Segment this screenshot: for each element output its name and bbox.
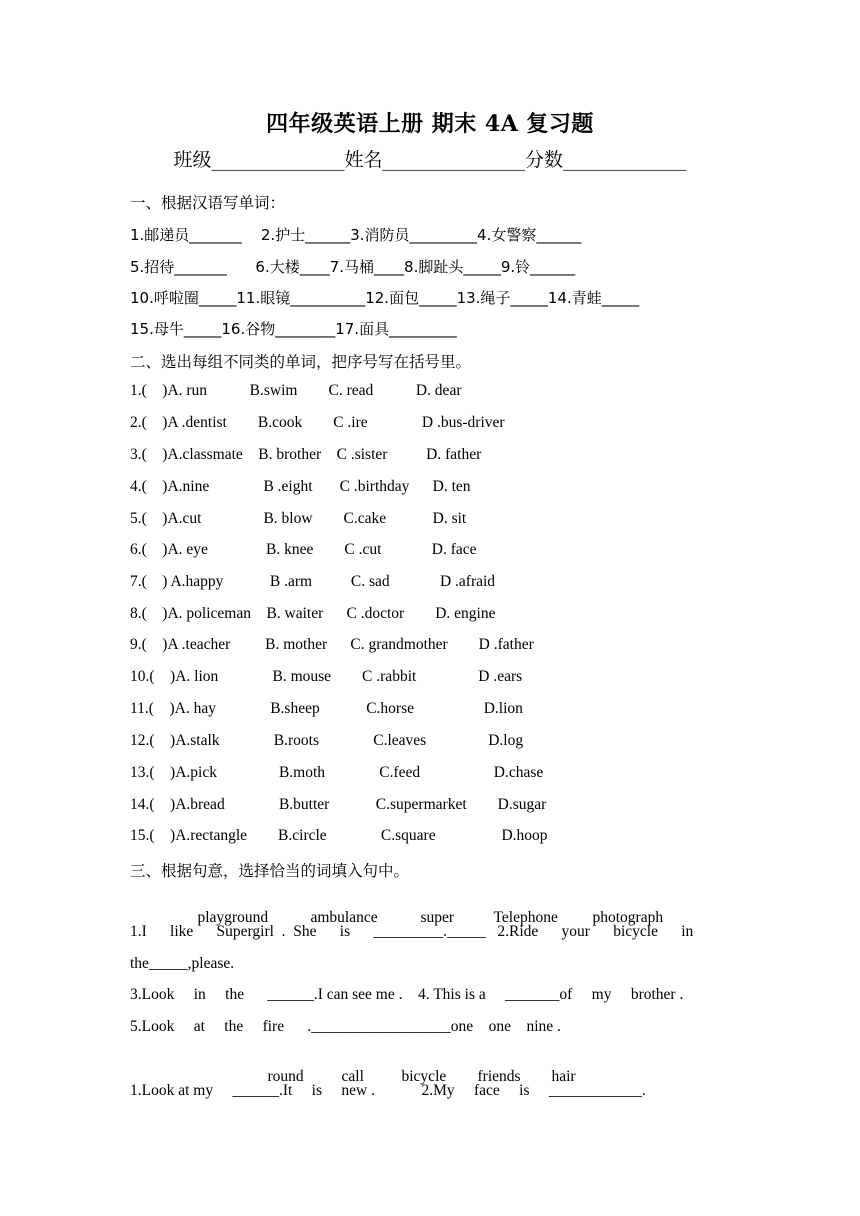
section2-item: 14.( )A.bread B.butter C.supermarket D.sugar: [130, 796, 547, 813]
student-info-line: 班级______________姓名_______________分数_____________: [173, 149, 687, 171]
section3-heading: 三、根据句意，选择恰当的词填入句中。: [130, 862, 410, 880]
section3-line: the_____,please.: [130, 955, 235, 972]
page-title: 四年级英语上册 期末 4A 复习题: [266, 111, 594, 137]
section2-item: 11.( )A. hay B.sheep C.horse D.lion: [130, 700, 523, 717]
section1-heading: 一、根据汉语写单词：: [130, 194, 286, 212]
section3-line: 3.Look in the ______.I can see me . 4. This is a _______of my brother .: [130, 986, 684, 1003]
section1-line: 10.呼啦圈_____11.眼镜__________12.面包_____13.绳子_____14.青蛙_____: [130, 289, 640, 307]
section3-line: 5.Look at the fire .__________________one one nine .: [130, 1018, 561, 1035]
section2-item: 15.( )A.rectangle B.circle C.square D.hoop: [130, 827, 548, 844]
section2-item: 9.( )A .teacher B. mother C. grandmother D .father: [130, 636, 534, 653]
section2-item: 12.( )A.stalk B.roots C.leaves D.log: [130, 732, 524, 749]
word-bank-word: playground: [197, 909, 269, 926]
section1-line: 15.母牛_____16.谷物________17.面具_________: [130, 320, 457, 338]
section2-item: 6.( )A. eye B. knee C .cut D. face: [130, 541, 477, 558]
word-bank-word: ambulance: [310, 909, 378, 926]
section2-item: 10.( )A. lion B. mouse C .rabbit D .ears: [130, 668, 523, 685]
section2-item: 7.( ) A.happy B .arm C. sad D .afraid: [130, 573, 496, 590]
section1-line: 5.招待_______ 6.大楼____7.马桶____8.脚趾头_____9.铃______: [130, 258, 576, 276]
section2-item: 5.( )A.cut B. blow C.cake D. sit: [130, 510, 467, 527]
word-bank-word: bicycle: [401, 1068, 447, 1085]
word-bank-word: round: [267, 1068, 304, 1085]
section2-item: 2.( )A .dentist B.cook C .ire D .bus-driver: [130, 414, 505, 431]
section3-last-line: 1.Look at my ______.It is new . 2.My face is ____________.: [130, 1082, 646, 1099]
section2-item: 4.( )A.nine B .eight C .birthday D. ten: [130, 478, 471, 495]
section2-item: 13.( )A.pick B.moth C.feed D.chase: [130, 764, 544, 781]
word-bank-word: hair: [551, 1068, 576, 1085]
section1-line: 1.邮递员_______ 2.护士______3.消防员_________4.女警察______: [130, 226, 582, 244]
section2-heading: 二、选出每组不同类的单词，把序号写在括号里。: [130, 353, 472, 371]
section2-item: 1.( )A. run B.swim C. read D. dear: [130, 382, 462, 399]
word-bank-word: photograph: [592, 909, 664, 926]
word-bank-word: friends: [477, 1068, 521, 1085]
section2-item: 8.( )A. policeman B. waiter C .doctor D. engine: [130, 605, 496, 622]
word-bank-word: call: [341, 1068, 364, 1085]
word-bank-word: super: [420, 909, 455, 926]
section3-line: 1.I like Supergirl . She is _________._____ 2.Ride your bicycle in: [130, 923, 694, 940]
section2-item: 3.( )A.classmate B. brother C .sister D. father: [130, 446, 482, 463]
word-bank-word: Telephone: [493, 909, 558, 926]
